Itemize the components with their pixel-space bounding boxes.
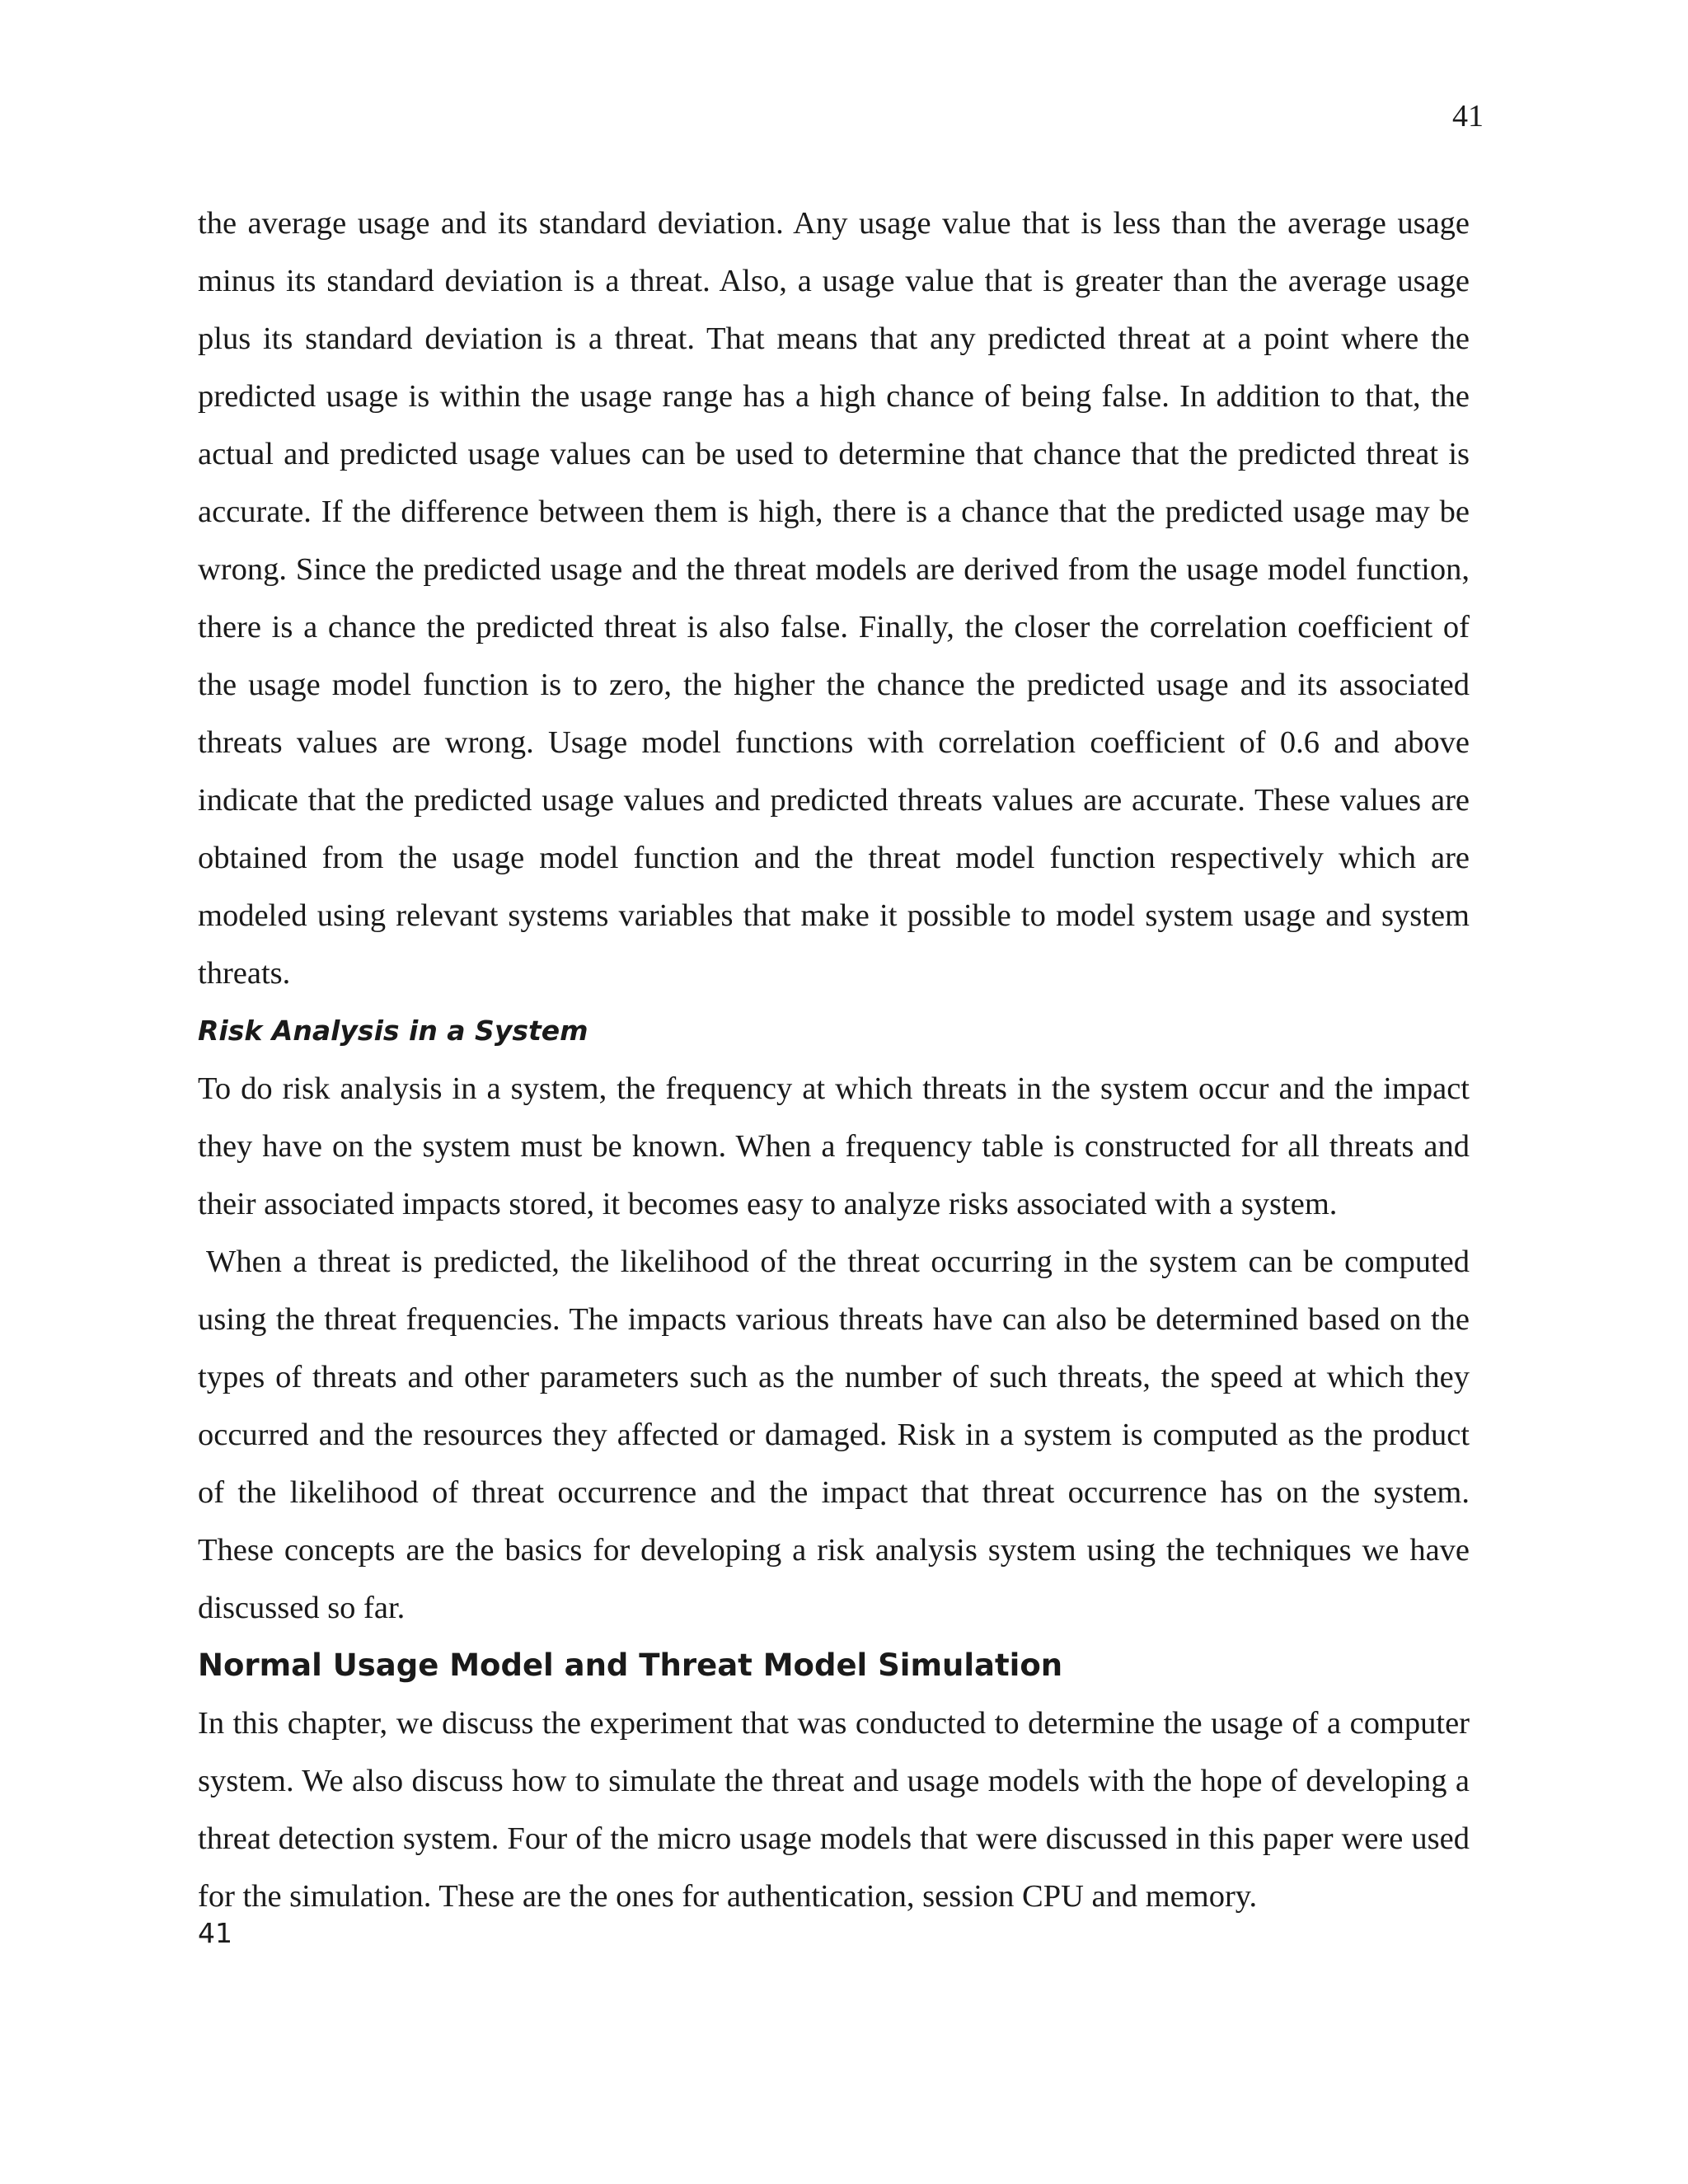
section-heading-risk-analysis: Risk Analysis in a System — [198, 1015, 588, 1047]
page-body — [198, 194, 1470, 1925]
body-paragraph-usage-threats: the average usage and its standard deviation. Any usage value that is less than the average usage minus its standard deviation is a threat. Also, a usage value that is greater than the average usage plus its standard deviation is a threat. That means that any predicted threat at a point where the predicted usage is within the usage range has a high chance of being false. In addition to that, the actual and predicted usage values can be used to determine that chance that the predicted threat is accurate. If the difference between them is high, there is a chance that the predicted usage may be wrong. Since the predicted usage and the threat models are derived from the usage model function, there is a chance the predicted threat is also false. Finally, the closer the correlation coefficient of the usage model function is to zero, the higher the chance the predicted usage and its associated threats values are wrong. Usage model functions with correlation coefficient of 0.6 and above indicate that the predicted usage values and predicted threats values are accurate. These values are obtained from the usage model function and the threat model function respectively which are modeled using relevant systems variables that make it possible to model system usage and system threats. — [198, 206, 1470, 991]
page-number-header: 41 — [1452, 99, 1484, 134]
body-paragraph-simulation-intro: In this chapter, we discuss the experiment that was conducted to determine the usage of a computer system. We also discuss how to simulate the threat and usage models with the hope of developing a threat detection system. Four of the micro usage models that were discussed in this paper were used for the simulation. These are the ones for authentication, session CPU and memory. — [198, 1706, 1470, 1914]
section-heading-simulation: Normal Usage Model and Threat Model Simulation — [198, 1647, 1063, 1683]
page-number-footer: 41 — [198, 1917, 232, 1949]
body-paragraph-risk-computation: When a threat is predicted, the likelihood of the threat occurring in the system can be computed using the threat frequencies. The impacts various threats have can also be determined based on the types of threats and other parameters such as the number of such threats, the speed at which they occurred and the resources they affected or damaged. Risk in a system is computed as the product of the likelihood of threat occurrence and the impact that threat occurrence has on the system. These concepts are the basics for developing a risk analysis system using the techniques we have discussed so far. — [198, 1244, 1470, 1625]
body-paragraph-risk-intro: To do risk analysis in a system, the frequency at which threats in the system occur and the impact they have on the system must be known. When a frequency table is constructed for all threats and their associated impacts stored, it becomes easy to analyze risks associated with a system. — [198, 1071, 1470, 1221]
